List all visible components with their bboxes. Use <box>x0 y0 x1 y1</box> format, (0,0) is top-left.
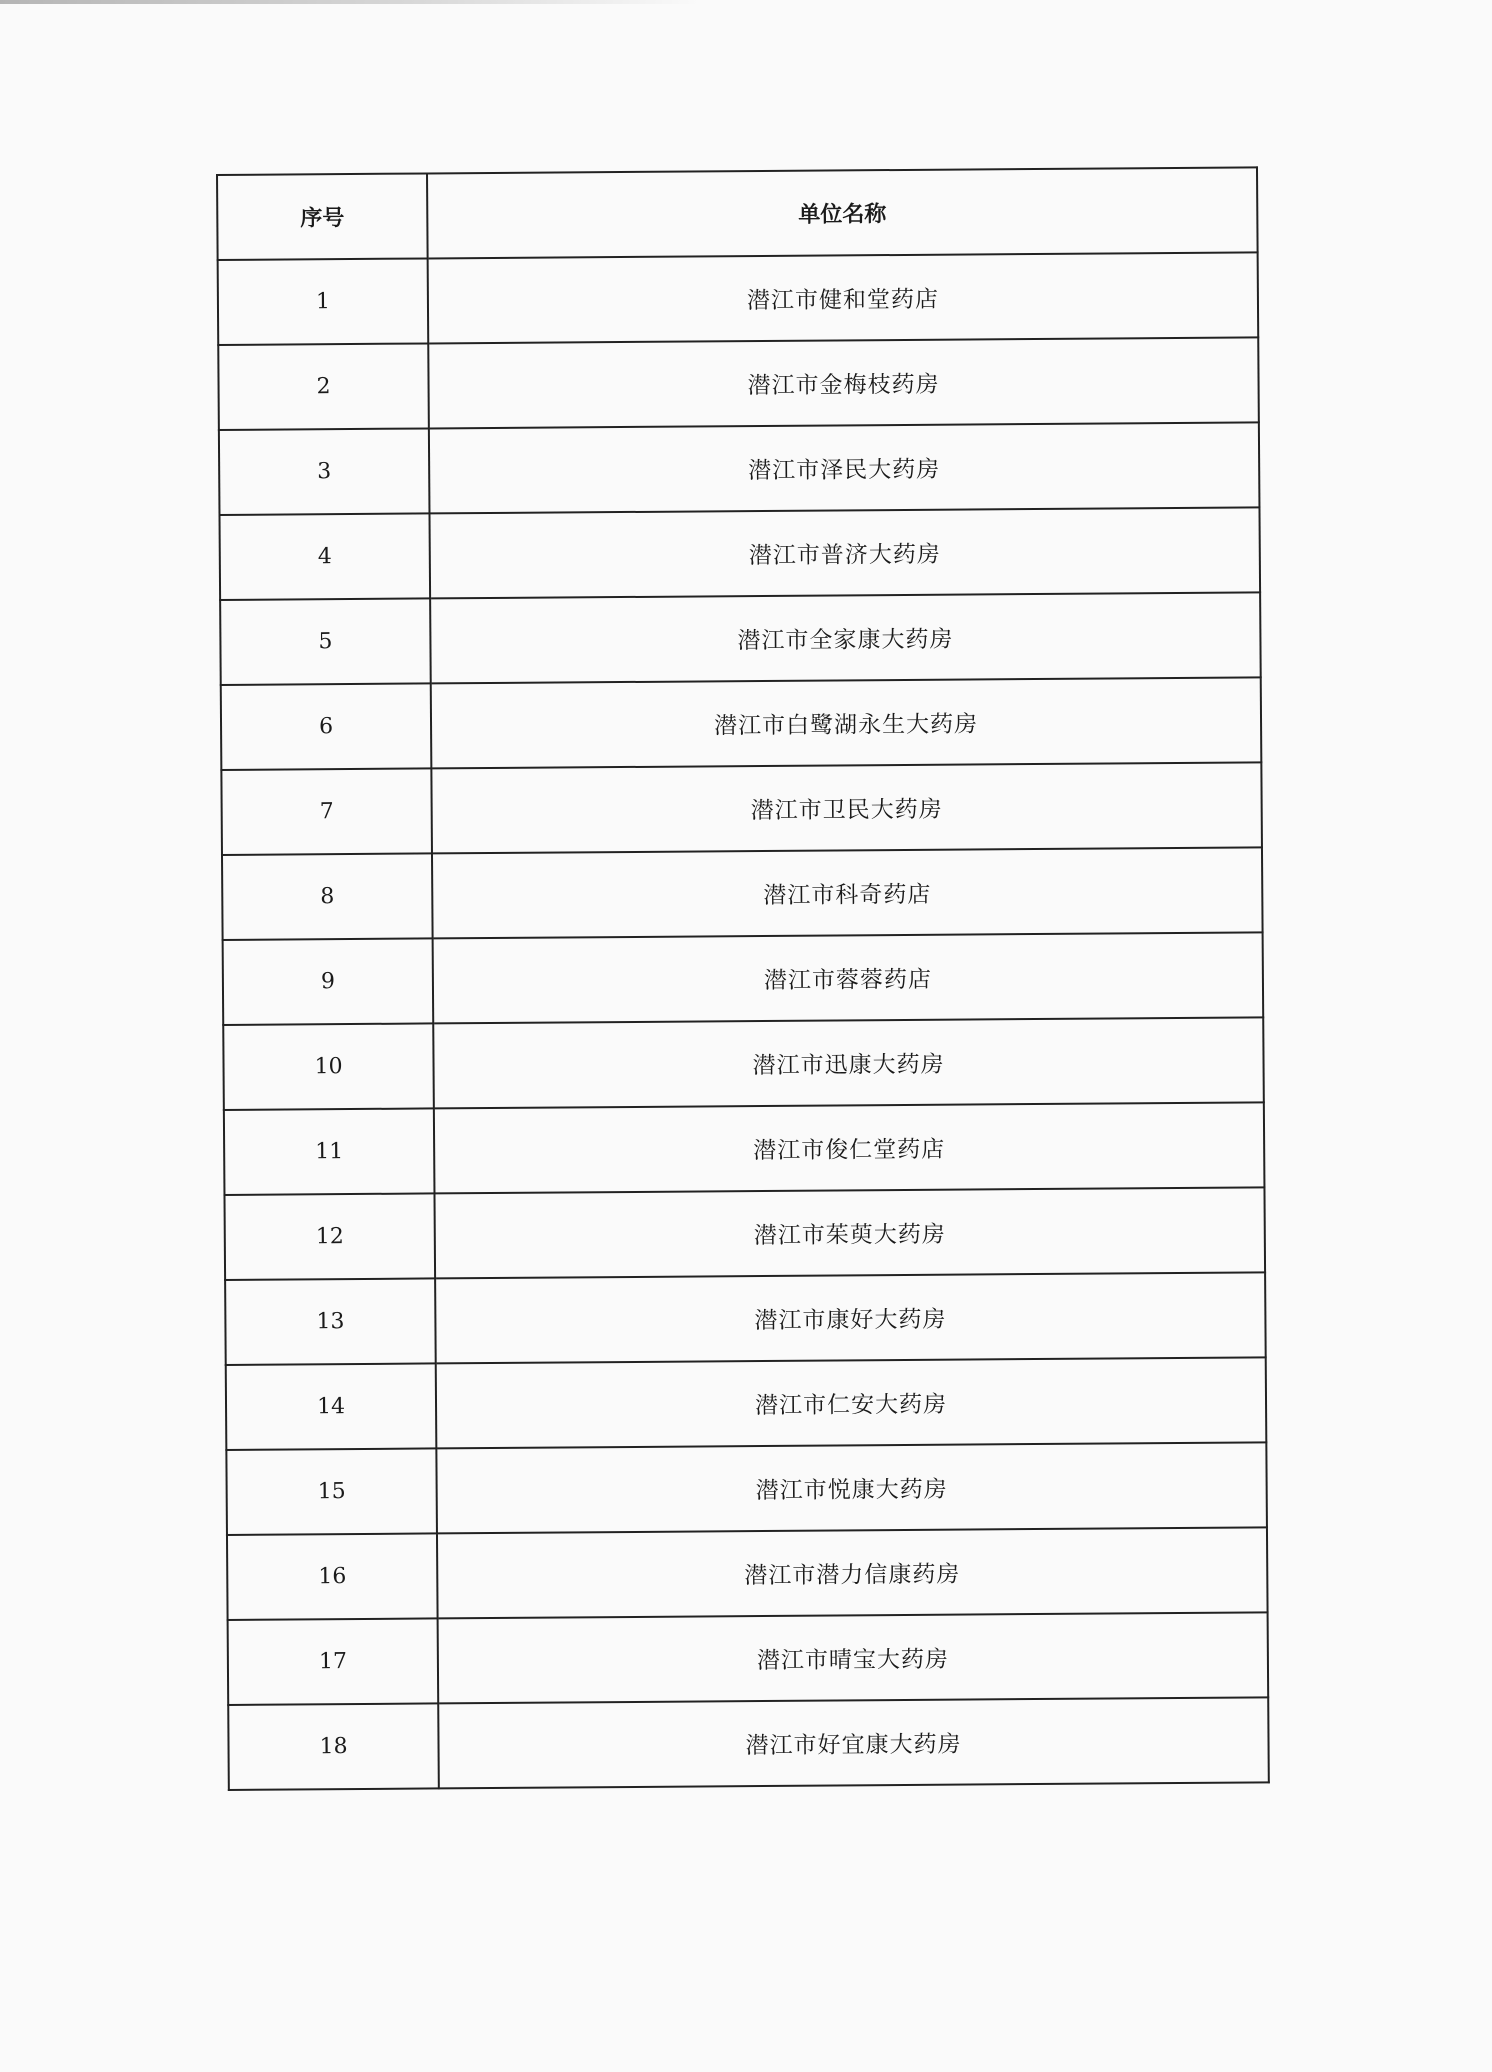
row-index: 2 <box>218 343 429 430</box>
row-name: 潜江市健和堂药店 <box>428 252 1259 343</box>
row-name: 潜江市俊仁堂药店 <box>434 1102 1265 1193</box>
row-index: 18 <box>228 1703 439 1790</box>
row-name: 潜江市悦康大药房 <box>436 1442 1267 1533</box>
row-index: 17 <box>228 1618 439 1705</box>
table-row <box>226 1357 1267 1450</box>
row-index: 6 <box>221 683 432 770</box>
table-row <box>225 1272 1266 1365</box>
row-name: 潜江市茱萸大药房 <box>434 1187 1265 1278</box>
header-name: 单位名称 <box>427 167 1258 258</box>
row-name: 潜江市科奇药店 <box>432 847 1263 938</box>
row-index: 1 <box>218 258 429 345</box>
row-name: 潜江市潜力信康药房 <box>437 1527 1268 1618</box>
table-row <box>222 847 1263 940</box>
table-row <box>218 252 1259 345</box>
table-row <box>221 762 1262 855</box>
row-name: 潜江市迅康大药房 <box>433 1017 1264 1108</box>
table-row <box>218 337 1259 430</box>
header-row <box>217 167 1258 260</box>
header-index: 序号 <box>217 173 428 260</box>
row-index: 7 <box>221 768 432 855</box>
row-index: 3 <box>219 428 430 515</box>
table-row <box>219 422 1260 515</box>
row-index: 12 <box>224 1193 435 1280</box>
table-row <box>223 932 1264 1025</box>
row-name: 潜江市普济大药房 <box>429 507 1260 598</box>
table-row <box>226 1442 1267 1535</box>
table-row <box>224 1187 1265 1280</box>
table-header <box>217 167 1258 260</box>
table-row <box>223 1017 1264 1110</box>
table-row <box>228 1697 1269 1790</box>
row-name: 潜江市好宜康大药房 <box>438 1697 1269 1788</box>
row-name: 潜江市金梅枝药房 <box>428 337 1259 428</box>
row-index: 14 <box>226 1363 437 1450</box>
table-row <box>219 507 1260 600</box>
pharmacy-list-table <box>216 166 1270 1791</box>
row-name: 潜江市晴宝大药房 <box>438 1612 1269 1703</box>
scan-edge-artifact <box>0 0 700 4</box>
row-name: 潜江市康好大药房 <box>435 1272 1266 1363</box>
row-index: 8 <box>222 853 433 940</box>
table-row <box>224 1102 1265 1195</box>
row-name: 潜江市卫民大药房 <box>431 762 1262 853</box>
row-index: 9 <box>223 938 434 1025</box>
row-index: 4 <box>219 513 430 600</box>
table-row <box>220 592 1261 685</box>
row-name: 潜江市白鹭湖永生大药房 <box>431 677 1262 768</box>
row-name: 潜江市全家康大药房 <box>430 592 1261 683</box>
table-row <box>221 677 1262 770</box>
row-index: 10 <box>223 1023 434 1110</box>
row-index: 15 <box>226 1448 437 1535</box>
row-index: 16 <box>227 1533 438 1620</box>
row-index: 11 <box>224 1108 435 1195</box>
table-body <box>218 252 1269 1790</box>
row-index: 5 <box>220 598 431 685</box>
table-row <box>227 1527 1268 1620</box>
row-name: 潜江市蓉蓉药店 <box>433 932 1264 1023</box>
row-name: 潜江市仁安大药房 <box>436 1357 1267 1448</box>
row-index: 13 <box>225 1278 436 1365</box>
row-name: 潜江市泽民大药房 <box>429 422 1260 513</box>
table-row <box>228 1612 1269 1705</box>
